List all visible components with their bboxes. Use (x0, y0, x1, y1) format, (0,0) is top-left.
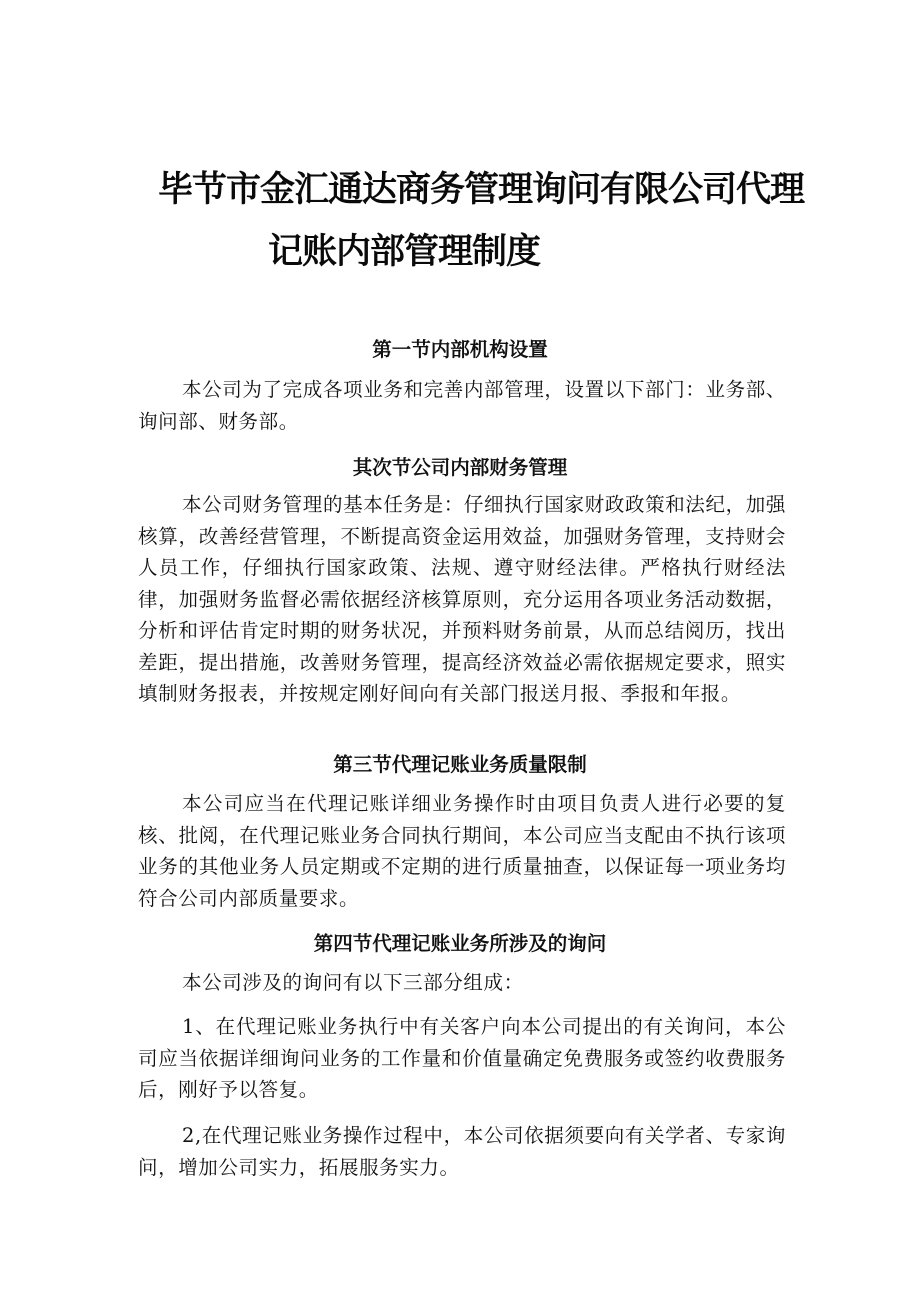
document-title-line-1: 毕节市金汇通达商务管理询问有限公司代理 (158, 170, 805, 210)
section-4-item-2: 2,在代理记账业务操作过程中，本公司依据须要向有关学者、专家询问，增加公司实力，拓展服务实力。 (138, 1124, 786, 1179)
section-3-paragraph-1: 本公司应当在代理记账详细业务操作时由项目负责人进行必要的复核、批阅，在代理记账业务合同执行期间，本公司应当支配由不执行该项业务的其他业务人员定期或不定期的进行质量抽查，以保证每一项业务均符合公司内部质量要求。 (138, 792, 786, 910)
section-4-item-1: 1、在代理记账业务执行中有关客户向本公司提出的有关询问，本公司应当依据详细询问业务的工作量和价值量确定免费服务或签约收费服务后，刚好予以答复。 (138, 1015, 786, 1101)
section-4-paragraph-1: 本公司涉及的询问有以下三部分组成： (182, 971, 524, 994)
section-2-paragraph-1: 本公司财务管理的基本任务是：仔细执行国家财政政策和法纪，加强核算，改善经营管理，不断提高资金运用效益，加强财务管理，支持财会人员工作，仔细执行国家政策、法规、遵守财经法律。严格执行财经法律，加强财务监督必需依据经济核算原则，充分运用各项业务活动数据，分析和评估肯定时期的财务状况，并预料财务前景，从而总结阅历，找出差距，提出措施，改善财务管理，提高经济效益必需依据规定要求，照实填制财务报表，并按规定刚好间向有关部门报送月报、季报和年报。 (138, 493, 786, 705)
section-1-paragraph-1: 本公司为了完成各项业务和完善内部管理，设置以下部门：业务部、询问部、财务部。 (138, 378, 786, 433)
section-heading-2: 其次节公司内部财务管理 (352, 456, 568, 479)
document-title-line-2: 记账内部管理制度 (268, 232, 541, 272)
section-heading-3: 第三节代理记账业务质量限制 (333, 753, 587, 776)
section-heading-1: 第一节内部机构设置 (372, 338, 548, 361)
section-heading-4: 第四节代理记账业务所涉及的询问 (313, 932, 607, 955)
